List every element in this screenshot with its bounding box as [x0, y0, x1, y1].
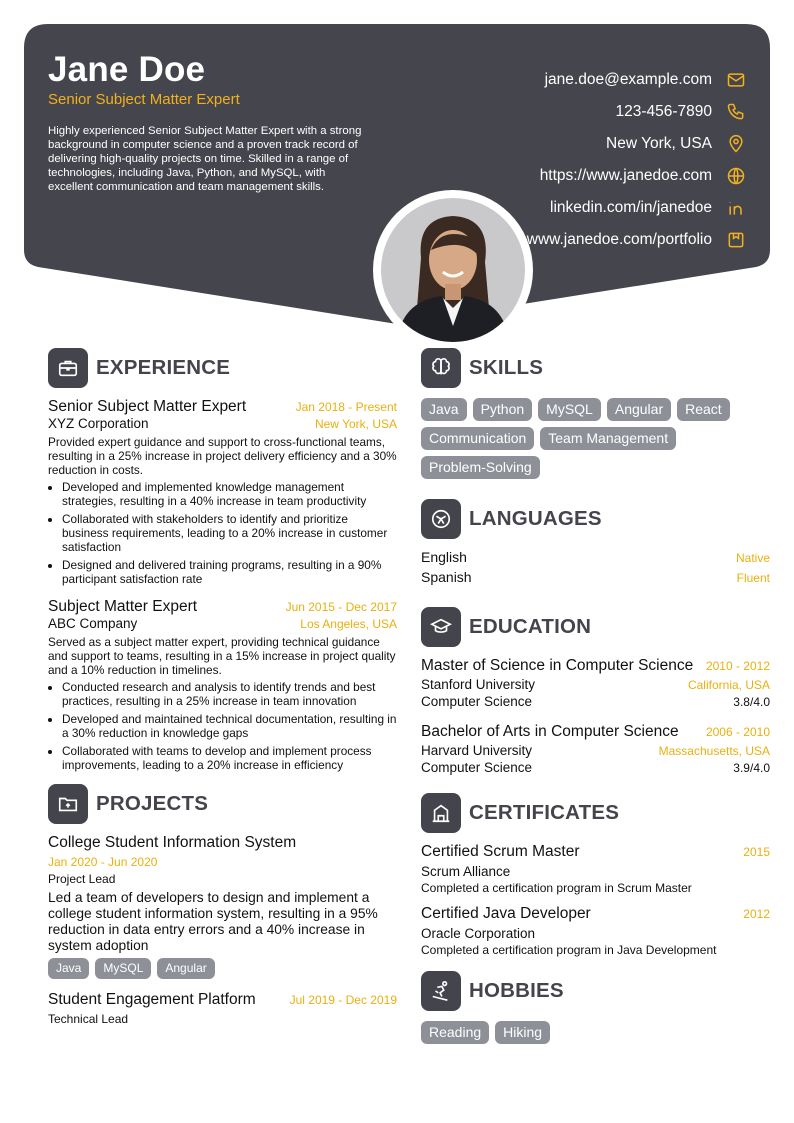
language-row [421, 549, 770, 569]
phone-icon [726, 102, 746, 122]
profile-photo-frame [373, 190, 533, 350]
degree-title: Bachelor of Arts in Computer Science [421, 723, 679, 740]
portfolio-icon [726, 230, 746, 250]
field-of-study: Computer Science [421, 694, 533, 709]
project-entry [48, 991, 397, 1026]
job-bullet: • Collaborated with stakeholders to identify and prioritize business requirements, leading to a 20% increase in customer satisfaction [62, 512, 397, 554]
gpa-score: 3.9/4.0 [733, 761, 770, 775]
certificate-issuer: Scrum Alliance [421, 864, 511, 879]
certificate-entry [421, 905, 770, 957]
languages-title: LANGUAGES [469, 507, 602, 530]
contact-website[interactable] [416, 160, 746, 192]
skill-tag: Angular [607, 398, 671, 421]
certificates-heading [421, 793, 770, 833]
language-level: Fluent [736, 571, 770, 585]
certificate-issuer: Oracle Corporation [421, 926, 536, 941]
contact-email-text[interactable]: jane.doe@example.com [544, 71, 712, 88]
certificate-year: 2015 [743, 845, 770, 859]
skills-heading [421, 348, 770, 388]
hobby-tags [421, 1021, 770, 1044]
education-title: EDUCATION [469, 615, 592, 638]
experience-title: EXPERIENCE [96, 356, 231, 379]
project-tags [48, 958, 397, 979]
languages-list [421, 549, 770, 589]
project-tag: Angular [157, 958, 214, 979]
gpa-score: 3.8/4.0 [733, 695, 770, 709]
project-date: Jan 2020 - Jun 2020 [48, 855, 158, 869]
hobbies-title: HOBBIES [469, 979, 564, 1002]
job-location: Los Angeles, USA [300, 617, 397, 631]
skill-tag: Team Management [540, 427, 676, 450]
job-title: Subject Matter Expert [48, 598, 198, 615]
project-role: Project Lead [48, 872, 116, 886]
language-row [421, 569, 770, 589]
profile-summary: Highly experienced Senior Subject Matter Expert with a strong background in computer science and a proven track record of delivering high-quality projects on time. Skilled in a range of technologies, including Java, Python, and MySQL, with excellent communication and team management skills. [48, 125, 362, 193]
field-of-study: Computer Science [421, 760, 533, 775]
briefcase-icon [48, 348, 88, 388]
project-role: Technical Lead [48, 1012, 129, 1026]
contact-portfolio-text[interactable]: www.janedoe.com/portfolio [526, 231, 712, 248]
job-bullet: • Developed and implemented knowledge management strategies, resulting in a 40% increase in team productivity [62, 480, 397, 508]
job-bullet: • Conducted research and analysis to identify trends and best practices, resulting in a 25% increase in team innovation [62, 680, 397, 708]
education-entry [421, 723, 770, 775]
skills-tags [421, 398, 770, 479]
certificate-title: Certified Scrum Master [421, 843, 580, 860]
project-title: College Student Information System [48, 834, 297, 851]
experience-entry [48, 598, 397, 772]
education-date: 2006 - 2010 [705, 725, 770, 739]
certificate-description: Completed a certification program in Java Development [421, 943, 717, 957]
candidate-title: Senior Subject Matter Expert [48, 91, 240, 108]
certificate-description: Completed a certification program in Scrum Master [421, 881, 692, 895]
project-title: Student Engagement Platform [48, 991, 256, 1008]
experience-entry [48, 398, 397, 586]
job-bullet: • Collaborated with teams to develop and implement process improvements, leading to a 20% increase in efficiency [62, 744, 397, 772]
language-level: Native [735, 551, 770, 565]
languages-heading [421, 499, 770, 539]
certificate-year: 2012 [743, 907, 770, 921]
contact-phone-text[interactable]: 123-456-7890 [615, 103, 712, 120]
contact-email[interactable] [416, 64, 746, 96]
education-date: 2010 - 2012 [705, 659, 770, 673]
education-entry [421, 657, 770, 709]
skill-tag: Python [473, 398, 533, 421]
project-tag: MySQL [95, 958, 151, 979]
globe-icon [726, 166, 746, 186]
skill-tag: Java [421, 398, 467, 421]
graduation-cap-icon [421, 607, 461, 647]
certificates-title: CERTIFICATES [469, 801, 620, 824]
contact-phone[interactable] [416, 96, 746, 128]
school-location: California, USA [687, 678, 770, 692]
hobbies-heading [421, 971, 770, 1011]
language-icon [421, 499, 461, 539]
language-name: Spanish [421, 569, 472, 585]
job-title: Senior Subject Matter Expert [48, 398, 247, 415]
profile-photo [381, 198, 525, 342]
folder-icon [48, 784, 88, 824]
location-icon [726, 134, 746, 154]
brain-icon [421, 348, 461, 388]
project-description: Led a team of developers to design and implement a college student information system, resulting in a 95% reduction in data entry errors and a 40% increase in system adoption [48, 890, 378, 953]
contact-website-text[interactable]: https://www.janedoe.com [539, 167, 712, 184]
mail-icon [726, 70, 746, 90]
company-name: ABC Company [48, 616, 138, 631]
candidate-name: Jane Doe [48, 50, 206, 89]
experience-heading [48, 348, 397, 388]
project-date: Jul 2019 - Dec 2019 [289, 993, 397, 1007]
projects-title: PROJECTS [96, 792, 209, 815]
skill-tag: React [677, 398, 730, 421]
degree-title: Master of Science in Computer Science [421, 657, 694, 674]
left-column [48, 348, 397, 1038]
skill-tag: Problem-Solving [421, 456, 540, 479]
contact-location [416, 128, 746, 160]
contact-location-text: New York, USA [606, 135, 712, 152]
education-heading [421, 607, 770, 647]
skills-title: SKILLS [469, 356, 544, 379]
job-description: Served as a subject matter expert, providing technical guidance and support to teams, resulting in a 15% increase in project quality and a 10% reduction in timelines. [48, 635, 396, 677]
linkedin-icon [726, 198, 746, 218]
skill-tag: MySQL [538, 398, 601, 421]
language-name: English [421, 549, 467, 565]
job-bullet: • Developed and maintained technical documentation, resulting in a 30% reduction in knowledge gaps [62, 712, 397, 740]
skiing-icon [421, 971, 461, 1011]
job-bullet: • Designed and delivered training programs, resulting in a 90% participant satisfaction rate [62, 558, 397, 586]
school-name: Harvard University [421, 743, 533, 758]
project-entry [48, 834, 397, 979]
hobby-tag: Hiking [495, 1021, 550, 1044]
job-date: Jun 2015 - Dec 2017 [285, 600, 397, 614]
skill-tag: Communication [421, 427, 534, 450]
certificate-entry [421, 843, 770, 895]
job-bullets [48, 480, 397, 586]
right-column [421, 348, 770, 1044]
project-tag: Java [48, 958, 89, 979]
school-name: Stanford University [421, 677, 536, 692]
school-location: Massachusetts, USA [658, 744, 770, 758]
projects-heading [48, 784, 397, 824]
job-location: New York, USA [314, 417, 397, 431]
job-bullets [48, 680, 397, 772]
certificate-title: Certified Java Developer [421, 905, 591, 922]
job-date: Jan 2018 - Present [295, 400, 397, 414]
company-name: XYZ Corporation [48, 416, 149, 431]
hobby-tag: Reading [421, 1021, 489, 1044]
certificate-icon [421, 793, 461, 833]
contact-linkedin-text[interactable]: linkedin.com/in/janedoe [550, 199, 712, 216]
job-description: Provided expert guidance and support to cross-functional teams, resulting in a 25% increase in project delivery efficiency and a 30% reduction in costs. [48, 435, 397, 477]
